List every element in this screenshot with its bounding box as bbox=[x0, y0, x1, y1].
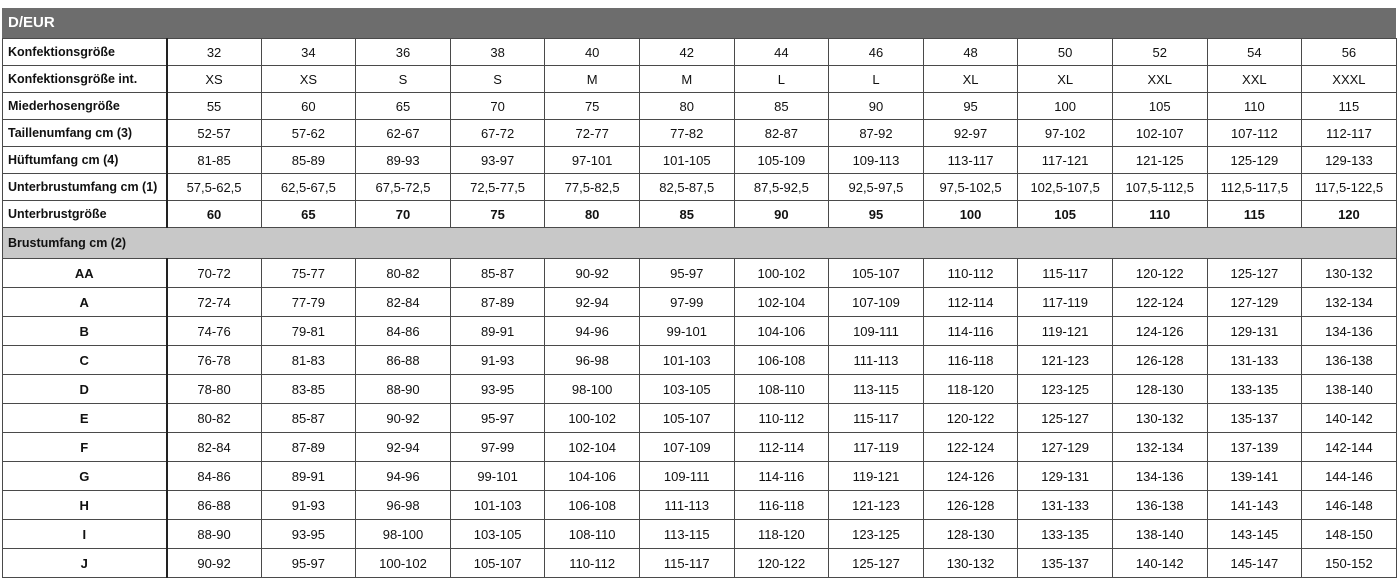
table-cell: 128-130 bbox=[923, 520, 1018, 549]
table-cell: 106-108 bbox=[545, 491, 640, 520]
table-cell: 122-124 bbox=[1112, 288, 1207, 317]
table-cell: 121-123 bbox=[829, 491, 924, 520]
table-cell: 114-116 bbox=[923, 317, 1018, 346]
table-cell: 95-97 bbox=[450, 404, 545, 433]
table-cell: 120 bbox=[1302, 201, 1397, 228]
table-cell: 102,5-107,5 bbox=[1018, 174, 1113, 201]
table-cell: 52-57 bbox=[167, 120, 262, 147]
table-cell: 87-89 bbox=[450, 288, 545, 317]
table-cell: 120-122 bbox=[923, 404, 1018, 433]
table-cell: 131-133 bbox=[1018, 491, 1113, 520]
table-cell: 42 bbox=[639, 39, 734, 66]
table-cell: 57,5-62,5 bbox=[167, 174, 262, 201]
table-cell: XS bbox=[167, 66, 262, 93]
table-cell: 100 bbox=[923, 201, 1018, 228]
table-cell: 140-142 bbox=[1302, 404, 1397, 433]
size-chart bbox=[2, 8, 1396, 578]
table-cell: 105-107 bbox=[450, 549, 545, 578]
table-cell: 115 bbox=[1302, 93, 1397, 120]
table-cell: 119-121 bbox=[1018, 317, 1113, 346]
table-cell: 107,5-112,5 bbox=[1112, 174, 1207, 201]
table-cell: 140-142 bbox=[1112, 549, 1207, 578]
cup-label: J bbox=[3, 549, 167, 578]
size-table-body bbox=[3, 39, 1397, 578]
table-cell: 148-150 bbox=[1302, 520, 1397, 549]
table-cell: 79-81 bbox=[261, 317, 356, 346]
table-cell: 111-113 bbox=[829, 346, 924, 375]
table-cell: 67-72 bbox=[450, 120, 545, 147]
table-cell: 114-116 bbox=[734, 462, 829, 491]
table-cell: 125-127 bbox=[829, 549, 924, 578]
table-cell: 72,5-77,5 bbox=[450, 174, 545, 201]
table-cell: 93-95 bbox=[261, 520, 356, 549]
table-cell: 109-113 bbox=[829, 147, 924, 174]
table-cell: 125-127 bbox=[1018, 404, 1113, 433]
table-cell: 32 bbox=[167, 39, 262, 66]
table-cell: 100-102 bbox=[356, 549, 451, 578]
table-cell: 101-103 bbox=[639, 346, 734, 375]
table-cell: 82,5-87,5 bbox=[639, 174, 734, 201]
table-cell: 115 bbox=[1207, 201, 1302, 228]
cup-row bbox=[3, 317, 1397, 346]
table-cell: 130-132 bbox=[1302, 259, 1397, 288]
cup-label: A bbox=[3, 288, 167, 317]
table-cell: 120-122 bbox=[1112, 259, 1207, 288]
table-cell: 102-107 bbox=[1112, 120, 1207, 147]
table-cell: M bbox=[545, 66, 640, 93]
table-cell: 103-105 bbox=[450, 520, 545, 549]
cup-label: F bbox=[3, 433, 167, 462]
table-cell: 143-145 bbox=[1207, 520, 1302, 549]
table-cell: 97-99 bbox=[639, 288, 734, 317]
table-cell: 92-94 bbox=[356, 433, 451, 462]
table-cell: 117-121 bbox=[1018, 147, 1113, 174]
table-title: D/EUR bbox=[2, 8, 1396, 38]
table-cell: 87-92 bbox=[829, 120, 924, 147]
table-cell: 62-67 bbox=[356, 120, 451, 147]
table-cell: 109-111 bbox=[639, 462, 734, 491]
table-cell: 120-122 bbox=[734, 549, 829, 578]
table-cell: 118-120 bbox=[923, 375, 1018, 404]
table-cell: 108-110 bbox=[734, 375, 829, 404]
table-cell: M bbox=[639, 66, 734, 93]
table-cell: 89-93 bbox=[356, 147, 451, 174]
row-label: Konfektionsgröße bbox=[3, 39, 167, 66]
table-cell: 107-112 bbox=[1207, 120, 1302, 147]
table-cell: 112-114 bbox=[734, 433, 829, 462]
cup-row bbox=[3, 549, 1397, 578]
cup-label: AA bbox=[3, 259, 167, 288]
table-cell: 135-137 bbox=[1018, 549, 1113, 578]
table-cell: 117-119 bbox=[829, 433, 924, 462]
table-cell: 112-117 bbox=[1302, 120, 1397, 147]
measurement-row bbox=[3, 174, 1397, 201]
measurement-row bbox=[3, 93, 1397, 120]
table-cell: XL bbox=[1018, 66, 1113, 93]
table-cell: 87-89 bbox=[261, 433, 356, 462]
cup-row bbox=[3, 375, 1397, 404]
table-cell: 85-87 bbox=[261, 404, 356, 433]
table-cell: 87,5-92,5 bbox=[734, 174, 829, 201]
table-cell: 116-118 bbox=[923, 346, 1018, 375]
table-cell: 94-96 bbox=[545, 317, 640, 346]
table-cell: 144-146 bbox=[1302, 462, 1397, 491]
table-cell: 92-97 bbox=[923, 120, 1018, 147]
table-cell: 104-106 bbox=[734, 317, 829, 346]
table-cell: 132-134 bbox=[1112, 433, 1207, 462]
measurement-row bbox=[3, 39, 1397, 66]
table-cell: 115-117 bbox=[639, 549, 734, 578]
table-cell: 75-77 bbox=[261, 259, 356, 288]
table-cell: L bbox=[829, 66, 924, 93]
table-cell: 139-141 bbox=[1207, 462, 1302, 491]
table-cell: 105 bbox=[1112, 93, 1207, 120]
table-cell: 102-104 bbox=[734, 288, 829, 317]
table-cell: 97-99 bbox=[450, 433, 545, 462]
table-cell: 134-136 bbox=[1302, 317, 1397, 346]
cup-row bbox=[3, 462, 1397, 491]
table-cell: 92,5-97,5 bbox=[829, 174, 924, 201]
table-cell: 125-129 bbox=[1207, 147, 1302, 174]
cup-label: D bbox=[3, 375, 167, 404]
table-cell: 99-101 bbox=[450, 462, 545, 491]
table-cell: 136-138 bbox=[1302, 346, 1397, 375]
table-cell: 84-86 bbox=[356, 317, 451, 346]
table-cell: 77-79 bbox=[261, 288, 356, 317]
table-cell: 102-104 bbox=[545, 433, 640, 462]
measurement-row bbox=[3, 201, 1397, 228]
table-cell: 86-88 bbox=[167, 491, 262, 520]
cup-row bbox=[3, 346, 1397, 375]
table-cell: 104-106 bbox=[545, 462, 640, 491]
table-cell: 95 bbox=[923, 93, 1018, 120]
table-cell: 107-109 bbox=[829, 288, 924, 317]
table-cell: 138-140 bbox=[1302, 375, 1397, 404]
table-cell: 60 bbox=[261, 93, 356, 120]
table-cell: 90-92 bbox=[545, 259, 640, 288]
table-cell: 113-115 bbox=[639, 520, 734, 549]
cup-row bbox=[3, 288, 1397, 317]
measurement-row bbox=[3, 66, 1397, 93]
table-cell: 150-152 bbox=[1302, 549, 1397, 578]
cup-label: H bbox=[3, 491, 167, 520]
table-cell: 80-82 bbox=[356, 259, 451, 288]
table-cell: 60 bbox=[167, 201, 262, 228]
table-cell: 77,5-82,5 bbox=[545, 174, 640, 201]
table-cell: 145-147 bbox=[1207, 549, 1302, 578]
table-cell: 133-135 bbox=[1018, 520, 1113, 549]
table-cell: 52 bbox=[1112, 39, 1207, 66]
cup-row bbox=[3, 433, 1397, 462]
table-cell: 110 bbox=[1112, 201, 1207, 228]
table-cell: 72-74 bbox=[167, 288, 262, 317]
table-cell: 134-136 bbox=[1112, 462, 1207, 491]
table-cell: XXXL bbox=[1302, 66, 1397, 93]
table-cell: 117-119 bbox=[1018, 288, 1113, 317]
table-cell: 65 bbox=[356, 93, 451, 120]
table-cell: 70 bbox=[450, 93, 545, 120]
table-cell: 38 bbox=[450, 39, 545, 66]
row-label: Konfektionsgröße int. bbox=[3, 66, 167, 93]
table-cell: 81-85 bbox=[167, 147, 262, 174]
table-cell: 97-102 bbox=[1018, 120, 1113, 147]
table-cell: 128-130 bbox=[1112, 375, 1207, 404]
table-cell: XS bbox=[261, 66, 356, 93]
table-cell: 100-102 bbox=[545, 404, 640, 433]
table-cell: 76-78 bbox=[167, 346, 262, 375]
section-header-row bbox=[3, 228, 1397, 259]
table-cell: 131-133 bbox=[1207, 346, 1302, 375]
table-cell: 54 bbox=[1207, 39, 1302, 66]
table-cell: S bbox=[450, 66, 545, 93]
table-cell: 86-88 bbox=[356, 346, 451, 375]
table-cell: 89-91 bbox=[450, 317, 545, 346]
table-cell: 96-98 bbox=[545, 346, 640, 375]
table-cell: 36 bbox=[356, 39, 451, 66]
table-cell: 98-100 bbox=[545, 375, 640, 404]
table-cell: 95-97 bbox=[261, 549, 356, 578]
table-cell: 110 bbox=[1207, 93, 1302, 120]
table-cell: 146-148 bbox=[1302, 491, 1397, 520]
table-cell: 88-90 bbox=[356, 375, 451, 404]
table-cell: 83-85 bbox=[261, 375, 356, 404]
table-cell: 105-107 bbox=[829, 259, 924, 288]
table-cell: 85-87 bbox=[450, 259, 545, 288]
table-cell: 65 bbox=[261, 201, 356, 228]
table-cell: 89-91 bbox=[261, 462, 356, 491]
table-cell: 92-94 bbox=[545, 288, 640, 317]
table-cell: 85-89 bbox=[261, 147, 356, 174]
table-cell: 132-134 bbox=[1302, 288, 1397, 317]
cup-row bbox=[3, 491, 1397, 520]
table-cell: 95-97 bbox=[639, 259, 734, 288]
table-cell: 119-121 bbox=[829, 462, 924, 491]
table-cell: 96-98 bbox=[356, 491, 451, 520]
table-cell: 81-83 bbox=[261, 346, 356, 375]
table-cell: 122-124 bbox=[923, 433, 1018, 462]
table-cell: 110-112 bbox=[734, 404, 829, 433]
table-cell: 94-96 bbox=[356, 462, 451, 491]
table-cell: 108-110 bbox=[545, 520, 640, 549]
table-cell: 70 bbox=[356, 201, 451, 228]
table-cell: 95 bbox=[829, 201, 924, 228]
table-cell: 126-128 bbox=[1112, 346, 1207, 375]
table-cell: 110-112 bbox=[923, 259, 1018, 288]
size-table bbox=[2, 38, 1397, 578]
table-cell: 127-129 bbox=[1207, 288, 1302, 317]
row-label: Miederhosengröße bbox=[3, 93, 167, 120]
table-cell: 85 bbox=[639, 201, 734, 228]
table-cell: 56 bbox=[1302, 39, 1397, 66]
table-cell: 100 bbox=[1018, 93, 1113, 120]
table-cell: 50 bbox=[1018, 39, 1113, 66]
cup-label: G bbox=[3, 462, 167, 491]
table-cell: S bbox=[356, 66, 451, 93]
table-cell: 125-127 bbox=[1207, 259, 1302, 288]
table-cell: 82-87 bbox=[734, 120, 829, 147]
table-cell: 117,5-122,5 bbox=[1302, 174, 1397, 201]
table-cell: L bbox=[734, 66, 829, 93]
table-cell: 107-109 bbox=[639, 433, 734, 462]
table-cell: 90-92 bbox=[356, 404, 451, 433]
table-cell: 135-137 bbox=[1207, 404, 1302, 433]
table-cell: 106-108 bbox=[734, 346, 829, 375]
table-cell: 78-80 bbox=[167, 375, 262, 404]
table-cell: 91-93 bbox=[450, 346, 545, 375]
table-cell: 62,5-67,5 bbox=[261, 174, 356, 201]
table-cell: 75 bbox=[545, 93, 640, 120]
table-cell: 90 bbox=[734, 201, 829, 228]
table-cell: 91-93 bbox=[261, 491, 356, 520]
table-cell: 109-111 bbox=[829, 317, 924, 346]
table-cell: 93-97 bbox=[450, 147, 545, 174]
table-cell: 127-129 bbox=[1018, 433, 1113, 462]
table-cell: 48 bbox=[923, 39, 1018, 66]
table-cell: 70-72 bbox=[167, 259, 262, 288]
table-cell: 130-132 bbox=[923, 549, 1018, 578]
table-cell: 98-100 bbox=[356, 520, 451, 549]
table-cell: 55 bbox=[167, 93, 262, 120]
row-label: Taillenumfang cm (3) bbox=[3, 120, 167, 147]
table-cell: 82-84 bbox=[167, 433, 262, 462]
table-cell: 129-131 bbox=[1207, 317, 1302, 346]
table-cell: 75 bbox=[450, 201, 545, 228]
table-cell: 77-82 bbox=[639, 120, 734, 147]
table-cell: 72-77 bbox=[545, 120, 640, 147]
table-cell: 116-118 bbox=[734, 491, 829, 520]
table-cell: 97-101 bbox=[545, 147, 640, 174]
table-cell: 99-101 bbox=[639, 317, 734, 346]
table-cell: 141-143 bbox=[1207, 491, 1302, 520]
table-cell: 113-115 bbox=[829, 375, 924, 404]
table-cell: 133-135 bbox=[1207, 375, 1302, 404]
table-cell: 88-90 bbox=[167, 520, 262, 549]
table-cell: XXL bbox=[1112, 66, 1207, 93]
table-cell: 112-114 bbox=[923, 288, 1018, 317]
table-cell: 44 bbox=[734, 39, 829, 66]
table-cell: 40 bbox=[545, 39, 640, 66]
table-cell: 130-132 bbox=[1112, 404, 1207, 433]
table-cell: 115-117 bbox=[1018, 259, 1113, 288]
table-cell: 90 bbox=[829, 93, 924, 120]
table-cell: 113-117 bbox=[923, 147, 1018, 174]
row-label: Unterbrustumfang cm (1) bbox=[3, 174, 167, 201]
table-cell: 129-131 bbox=[1018, 462, 1113, 491]
table-cell: 118-120 bbox=[734, 520, 829, 549]
table-cell: 46 bbox=[829, 39, 924, 66]
table-cell: 112,5-117,5 bbox=[1207, 174, 1302, 201]
table-cell: 138-140 bbox=[1112, 520, 1207, 549]
table-cell: 100-102 bbox=[734, 259, 829, 288]
table-cell: 74-76 bbox=[167, 317, 262, 346]
table-cell: 93-95 bbox=[450, 375, 545, 404]
table-cell: 110-112 bbox=[545, 549, 640, 578]
table-cell: 105-107 bbox=[639, 404, 734, 433]
table-cell: 34 bbox=[261, 39, 356, 66]
table-cell: 105 bbox=[1018, 201, 1113, 228]
table-cell: 82-84 bbox=[356, 288, 451, 317]
table-cell: 129-133 bbox=[1302, 147, 1397, 174]
table-cell: XXL bbox=[1207, 66, 1302, 93]
table-cell: 80-82 bbox=[167, 404, 262, 433]
table-cell: 142-144 bbox=[1302, 433, 1397, 462]
table-cell: 67,5-72,5 bbox=[356, 174, 451, 201]
table-cell: 85 bbox=[734, 93, 829, 120]
table-cell: 105-109 bbox=[734, 147, 829, 174]
table-cell: 126-128 bbox=[923, 491, 1018, 520]
cup-row bbox=[3, 404, 1397, 433]
table-cell: 115-117 bbox=[829, 404, 924, 433]
cup-row bbox=[3, 259, 1397, 288]
table-cell: 124-126 bbox=[1112, 317, 1207, 346]
measurement-row bbox=[3, 120, 1397, 147]
table-cell: 121-123 bbox=[1018, 346, 1113, 375]
table-cell: 111-113 bbox=[639, 491, 734, 520]
table-cell: 124-126 bbox=[923, 462, 1018, 491]
table-cell: 90-92 bbox=[167, 549, 262, 578]
table-cell: 101-103 bbox=[450, 491, 545, 520]
cup-label: I bbox=[3, 520, 167, 549]
measurement-row bbox=[3, 147, 1397, 174]
table-cell: 121-125 bbox=[1112, 147, 1207, 174]
table-cell: 97,5-102,5 bbox=[923, 174, 1018, 201]
table-cell: XL bbox=[923, 66, 1018, 93]
section-header: Brustumfang cm (2) bbox=[3, 228, 1397, 259]
cup-label: C bbox=[3, 346, 167, 375]
table-cell: 136-138 bbox=[1112, 491, 1207, 520]
table-cell: 103-105 bbox=[639, 375, 734, 404]
row-label: Hüftumfang cm (4) bbox=[3, 147, 167, 174]
table-cell: 101-105 bbox=[639, 147, 734, 174]
cup-label: B bbox=[3, 317, 167, 346]
table-cell: 84-86 bbox=[167, 462, 262, 491]
row-label: Unterbrustgröße bbox=[3, 201, 167, 228]
table-cell: 57-62 bbox=[261, 120, 356, 147]
table-cell: 123-125 bbox=[1018, 375, 1113, 404]
cup-label: E bbox=[3, 404, 167, 433]
table-cell: 80 bbox=[545, 201, 640, 228]
table-cell: 123-125 bbox=[829, 520, 924, 549]
table-cell: 137-139 bbox=[1207, 433, 1302, 462]
cup-row bbox=[3, 520, 1397, 549]
table-cell: 80 bbox=[639, 93, 734, 120]
